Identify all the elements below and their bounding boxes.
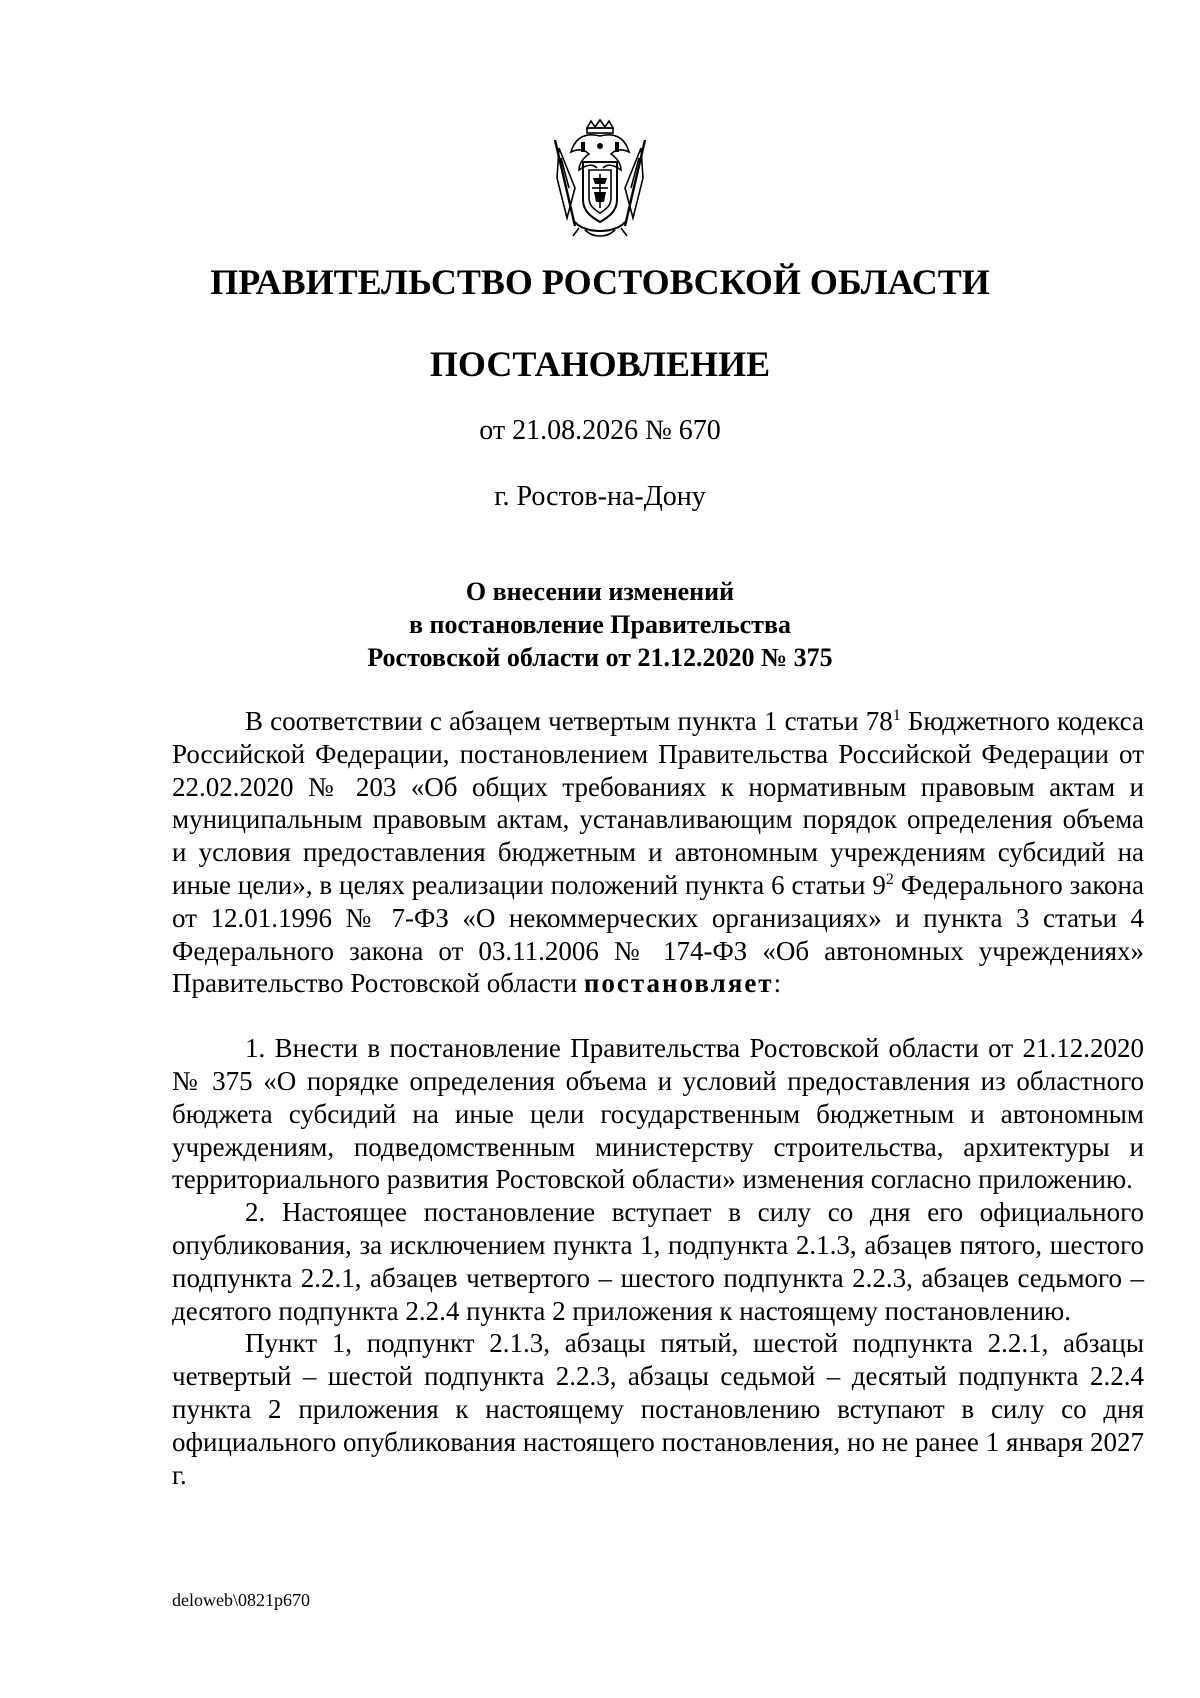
preamble-paragraph [172, 705, 1144, 1000]
preamble-colon: : [773, 968, 782, 999]
clause-paragraph: 2. Настоящее постановление вступает в силу со дня его официального опубликования, за исключением пункта 1, подпункта 2.1.3, абзацев пятого, шестого подпункта 2.2.1, абзацев четвертого – шестого подпункта 2.2.3, абзацев седьмого – десятого подпункта 2.2.4 пункта 2 приложения к настоящему постановлению. [172, 1197, 1144, 1326]
document-type-title: ПОСТАНОВЛЕНИЕ [429, 344, 771, 384]
preamble-text: Бюджетного кодекса Российской Федерации, постановлением Правительства Российской Федерации от 22.02.2020 № 203 «Об общих требованиях к нормативным правовым актам и муниципальным правовым актам, устанавливающим порядок определения объема и условия предоставления бюджетным и автономным учреждениям субсидий на иные цели», в целях реализации положений пункта 6 статьи 9 [172, 706, 1144, 900]
document-subject [0, 575, 1200, 674]
superscript: 2 [885, 870, 894, 888]
preamble-text: В соответствии с абзацем четвертым пункта 1 статьи 78 [245, 706, 893, 736]
document-footer-id: deloweb\0821p670 [172, 1590, 310, 1610]
subject-line: в постановление Правительства [408, 610, 791, 639]
subject-line: О внесении изменений [465, 577, 735, 606]
coat-of-arms-icon [545, 118, 655, 240]
organization-title: ПРАВИТЕЛЬСТВО РОСТОВСКОЙ ОБЛАСТИ [210, 262, 990, 302]
clause-paragraph: Пункт 1, подпункт 2.1.3, абзацы пятый, шестой подпункта 2.2.1, абзацы четвертый – шестой подпункта 2.2.3, абзацы седьмой – десятый подпункта 2.2.4 пункта 2 приложения к настоящему постановлению вступают в силу со дня официального опубликования настоящего постановления, но не ранее 1 января 2027 г. [172, 1328, 1144, 1490]
preamble-text: Федерального закона от 12.01.1996 № 7-ФЗ «О некоммерческих организациях» и пункта 3 статьи 4 Федерального закона от 03.11.2006 № 174-ФЗ «Об автономных учреждениях» Правительство Ростовской области [172, 869, 1144, 999]
clause-paragraph: 1. Внести в постановление Правительства Ростовской области от 21.12.2020 № 375 «О порядке определения объема и условий предоставления из областного бюджета субсидий на иные цели государственным бюджетным и автономным учреждениям, подведомственным министерству строительства, архитектуры и территориального развития Ростовской области» изменения согласно приложению. [172, 1033, 1144, 1195]
subject-line: Ростовской области от 21.12.2020 № 375 [367, 643, 833, 672]
document-body [172, 705, 1144, 1491]
document-city: г. Ростов-на-Дону [494, 481, 706, 512]
document-date-number: от 21.08.2026 № 670 [479, 415, 721, 446]
decree-word: постановляет [583, 968, 774, 999]
superscript: 1 [892, 707, 901, 724]
